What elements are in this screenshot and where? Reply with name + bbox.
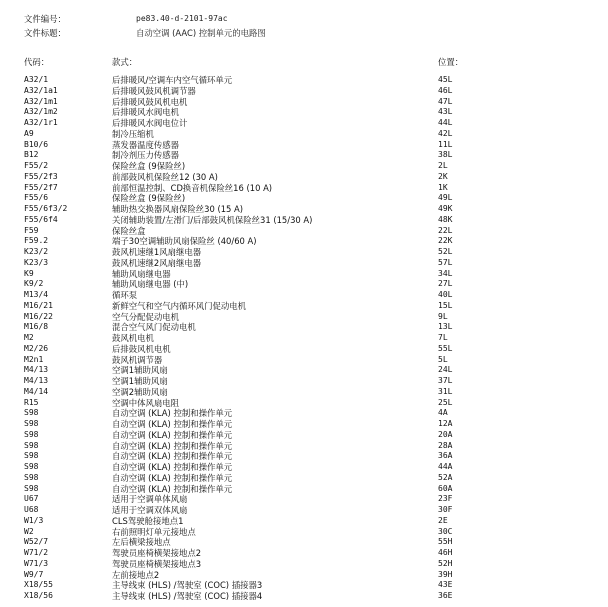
table-row	[0, 355, 608, 366]
row-position: 22L	[438, 225, 453, 235]
row-name: 驾驶员座椅横架接地点3	[112, 558, 202, 569]
row-code: M2n1	[24, 354, 44, 364]
row-position: 57L	[438, 257, 453, 267]
row-position: 5L	[438, 354, 448, 364]
table-row	[0, 333, 608, 344]
row-code: W71/3	[24, 558, 49, 568]
row-position: 31L	[438, 386, 453, 396]
row-position: 13L	[438, 322, 453, 332]
row-name: 后排暖风/空调车内空气循环单元	[112, 75, 233, 85]
component-list	[0, 75, 608, 602]
row-code: A32/1a1	[24, 85, 58, 95]
table-row	[0, 279, 608, 290]
row-name: 空调1辅助风扇	[112, 376, 168, 386]
row-name: 制冷压缩机	[112, 128, 154, 139]
row-position: 11L	[438, 139, 453, 149]
row-name: 前部恒温控制、CD换音机保险丝16 (10 A)	[112, 182, 273, 193]
row-name: 鼓风机速继2风扇继电器	[112, 257, 202, 268]
row-position: 49L	[438, 193, 453, 203]
row-code: F59.2	[24, 236, 49, 246]
row-position: 2K	[438, 171, 448, 181]
row-position: 36E	[438, 591, 453, 600]
table-row	[0, 365, 608, 376]
table-row	[0, 484, 608, 495]
row-position: 52A	[438, 472, 453, 482]
row-name: 自动空调 (KLA) 控制和操作单元	[112, 429, 233, 440]
row-position: 43E	[438, 580, 453, 590]
row-position: 12A	[438, 419, 453, 428]
row-code: S98	[24, 419, 39, 428]
row-position: 34L	[438, 268, 453, 278]
row-name: 辅助风扇继电器 (中)	[112, 279, 189, 290]
table-row	[0, 290, 608, 301]
table-row	[0, 258, 608, 269]
row-code: U67	[24, 494, 39, 504]
table-row	[0, 107, 608, 118]
row-code: K23/3	[24, 257, 49, 267]
row-position: 15L	[438, 300, 453, 310]
table-row	[0, 118, 608, 129]
row-code: S98	[24, 483, 39, 493]
row-code: F55/2	[24, 161, 49, 170]
row-position: 47L	[438, 96, 453, 106]
row-position: 55L	[438, 343, 453, 353]
table-row	[0, 430, 608, 441]
row-name: 鼓风机电机	[112, 333, 154, 343]
table-row	[0, 140, 608, 151]
row-name: 自动空调 (KLA) 控制和操作单元	[112, 462, 233, 472]
table-row	[0, 548, 608, 559]
row-code: B12	[24, 150, 39, 160]
row-position: 22K	[438, 236, 453, 246]
row-position: 23F	[438, 494, 453, 504]
row-position: 45L	[438, 75, 453, 84]
row-name: 端子30空调辅助风扇保险丝 (40/60 A)	[112, 236, 257, 247]
table-row	[0, 570, 608, 581]
row-name: 制冷剂压力传感器	[112, 150, 179, 161]
row-code: W1/3	[24, 515, 44, 525]
row-position: 2E	[438, 515, 448, 525]
row-code: A32/1	[24, 75, 49, 84]
row-position: 44L	[438, 118, 453, 127]
row-code: K9	[24, 268, 34, 278]
row-position: 25L	[438, 397, 453, 407]
column-header-position: 位置：	[438, 57, 464, 67]
row-position: 46L	[438, 85, 453, 95]
row-position: 40L	[438, 290, 453, 299]
row-position: 46H	[438, 548, 453, 557]
table-row	[0, 494, 608, 505]
table-row	[0, 559, 608, 570]
doc-number-value: pe83.40-d-2101-97ac	[136, 14, 228, 23]
row-position: 7L	[438, 333, 448, 342]
table-row	[0, 204, 608, 215]
row-name: 后排暖风水阀电位计	[112, 118, 188, 128]
row-code: X18/56	[24, 591, 53, 600]
row-name: 自动空调 (KLA) 控制和操作单元	[112, 419, 233, 429]
table-row	[0, 451, 608, 462]
row-position: 37L	[438, 376, 453, 385]
row-position: 38L	[438, 150, 453, 160]
table-row	[0, 322, 608, 333]
table-row	[0, 376, 608, 387]
column-header-name: 款式：	[112, 57, 138, 67]
row-name: 前部鼓风机保险丝12 (30 A)	[112, 171, 218, 182]
row-name: 鼓风机速继1风扇继电器	[112, 247, 202, 257]
table-row	[0, 419, 608, 430]
row-position: 44A	[438, 462, 453, 471]
row-position: 30C	[438, 526, 453, 536]
table-row	[0, 247, 608, 258]
row-name: 后排暖风鼓风机调节器	[112, 85, 196, 96]
row-code: R15	[24, 397, 39, 407]
table-row	[0, 312, 608, 323]
table-row	[0, 86, 608, 97]
table-row	[0, 387, 608, 398]
row-code: S98	[24, 408, 39, 418]
row-code: F55/6f3/2	[24, 204, 68, 213]
table-row	[0, 161, 608, 172]
row-position: 9L	[438, 311, 448, 321]
doc-number-label: 文件编号：	[24, 14, 66, 24]
row-code: S98	[24, 451, 39, 461]
row-name: 空调1辅助风扇	[112, 365, 168, 376]
row-code: M4/13	[24, 365, 49, 375]
table-row	[0, 591, 608, 602]
row-position: 60A	[438, 483, 453, 493]
row-code: M13/4	[24, 290, 49, 299]
row-position: 24L	[438, 365, 453, 375]
row-name: 关闭辅助装置/左滑门/后部鼓风机保险丝31 (15/30 A)	[112, 214, 313, 225]
row-name: 空调中体风扇电阻	[112, 397, 179, 408]
row-name: 适用于空调单体风扇	[112, 494, 188, 505]
row-position: 43L	[438, 107, 453, 117]
row-code: F55/6	[24, 193, 49, 203]
row-position: 48K	[438, 214, 453, 224]
table-header	[0, 57, 608, 68]
row-name: 自动空调 (KLA) 控制和操作单元	[112, 408, 233, 419]
table-row	[0, 75, 608, 86]
row-name: 后排鼓风机电机	[112, 343, 171, 354]
row-name: 右前照明灯单元接地点	[112, 526, 196, 537]
row-name: 保险丝盒 (9保险丝)	[112, 193, 186, 204]
row-code: A32/1m2	[24, 107, 58, 117]
row-code: B10/6	[24, 139, 49, 149]
table-row	[0, 150, 608, 161]
row-position: 28A	[438, 440, 453, 450]
row-code: W2	[24, 526, 34, 536]
row-position: 27L	[438, 279, 453, 289]
table-row	[0, 505, 608, 516]
table-row	[0, 537, 608, 548]
table-row	[0, 172, 608, 183]
table-row	[0, 441, 608, 452]
row-position: 1K	[438, 182, 448, 192]
doc-title-label: 文件标题：	[24, 28, 66, 38]
table-row	[0, 236, 608, 247]
row-code: A32/1r1	[24, 118, 58, 127]
doc-title-value: 自动空调 (AAC) 控制单元的电路图	[136, 28, 266, 38]
row-name: 辅助热交换器风扇保险丝30 (15 A)	[112, 204, 244, 214]
table-row	[0, 516, 608, 527]
table-row	[0, 97, 608, 108]
row-name: 空调2辅助风扇	[112, 386, 168, 397]
row-position: 52L	[438, 247, 453, 256]
row-code: W52/7	[24, 537, 49, 547]
table-row	[0, 301, 608, 312]
row-position: 55H	[438, 537, 453, 547]
row-name: 左后横梁接地点	[112, 537, 171, 548]
row-code: F55/6f4	[24, 214, 58, 224]
row-name: 适用于空调双体风扇	[112, 505, 188, 515]
row-name: 保险丝盒 (9保险丝)	[112, 161, 186, 171]
row-code: M2/26	[24, 343, 49, 353]
table-row	[0, 527, 608, 538]
row-position: 52H	[438, 558, 453, 568]
row-name: 驾驶员座椅横架接地点2	[112, 548, 202, 558]
row-code: S98	[24, 462, 39, 471]
row-name: 新鲜空气和空气内循环风门促动电机	[112, 300, 246, 311]
row-position: 20A	[438, 429, 453, 439]
row-name: 自动空调 (KLA) 控制和操作单元	[112, 451, 233, 462]
row-code: W9/7	[24, 569, 44, 579]
row-name: 主导线束 (HLS) /驾驶室 (COC) 插接器3	[112, 580, 263, 591]
table-row	[0, 408, 608, 419]
row-code: A32/1m1	[24, 96, 58, 106]
row-position: 30F	[438, 505, 453, 514]
row-name: 鼓风机调节器	[112, 354, 163, 365]
row-name: 自动空调 (KLA) 控制和操作单元	[112, 483, 233, 494]
row-name: 左前接地点2	[112, 569, 160, 580]
table-row	[0, 215, 608, 226]
row-code: M16/21	[24, 300, 53, 310]
row-code: S98	[24, 472, 39, 482]
row-code: S98	[24, 429, 39, 439]
table-row	[0, 183, 608, 194]
row-code: A9	[24, 128, 34, 138]
table-row	[0, 473, 608, 484]
column-header-code: 代码：	[24, 57, 50, 67]
row-name: CLS驾驶舱接地点1	[112, 515, 184, 526]
row-position: 42L	[438, 128, 453, 138]
row-position: 36A	[438, 451, 453, 461]
table-row	[0, 269, 608, 280]
row-code: U68	[24, 505, 39, 514]
table-row	[0, 462, 608, 473]
row-code: W71/2	[24, 548, 49, 557]
row-name: 后排暖风水阀电机	[112, 107, 179, 118]
row-position: 39H	[438, 569, 453, 579]
row-code: S98	[24, 440, 39, 450]
table-row	[0, 129, 608, 140]
row-name: 空气分配促动电机	[112, 311, 179, 322]
row-position: 2L	[438, 161, 448, 170]
row-code: F59	[24, 225, 39, 235]
row-code: M4/13	[24, 376, 49, 385]
row-code: M4/14	[24, 386, 49, 396]
row-name: 蒸发器温度传感器	[112, 139, 179, 150]
row-name: 保险丝盒	[112, 225, 146, 236]
table-row	[0, 580, 608, 591]
row-code: F55/2f7	[24, 182, 58, 192]
row-name: 主导线束 (HLS) /驾驶室 (COC) 插接器4	[112, 591, 263, 601]
table-row	[0, 193, 608, 204]
row-position: 4A	[438, 408, 448, 418]
table-row	[0, 344, 608, 355]
row-name: 后排暖风鼓风机电机	[112, 96, 188, 107]
row-position: 49K	[438, 204, 453, 213]
table-row	[0, 226, 608, 237]
row-code: M16/22	[24, 311, 53, 321]
row-name: 混合空气风门促动电机	[112, 322, 196, 333]
row-code: X18/55	[24, 580, 53, 590]
row-code: M2	[24, 333, 34, 342]
row-code: K23/2	[24, 247, 49, 256]
row-code: K9/2	[24, 279, 44, 289]
row-name: 辅助风扇继电器	[112, 268, 171, 279]
row-name: 自动空调 (KLA) 控制和操作单元	[112, 440, 233, 451]
row-name: 自动空调 (KLA) 控制和操作单元	[112, 472, 233, 483]
table-row	[0, 398, 608, 409]
row-name: 循环泵	[112, 290, 138, 300]
row-code: M16/8	[24, 322, 49, 332]
row-code: F55/2f3	[24, 171, 58, 181]
